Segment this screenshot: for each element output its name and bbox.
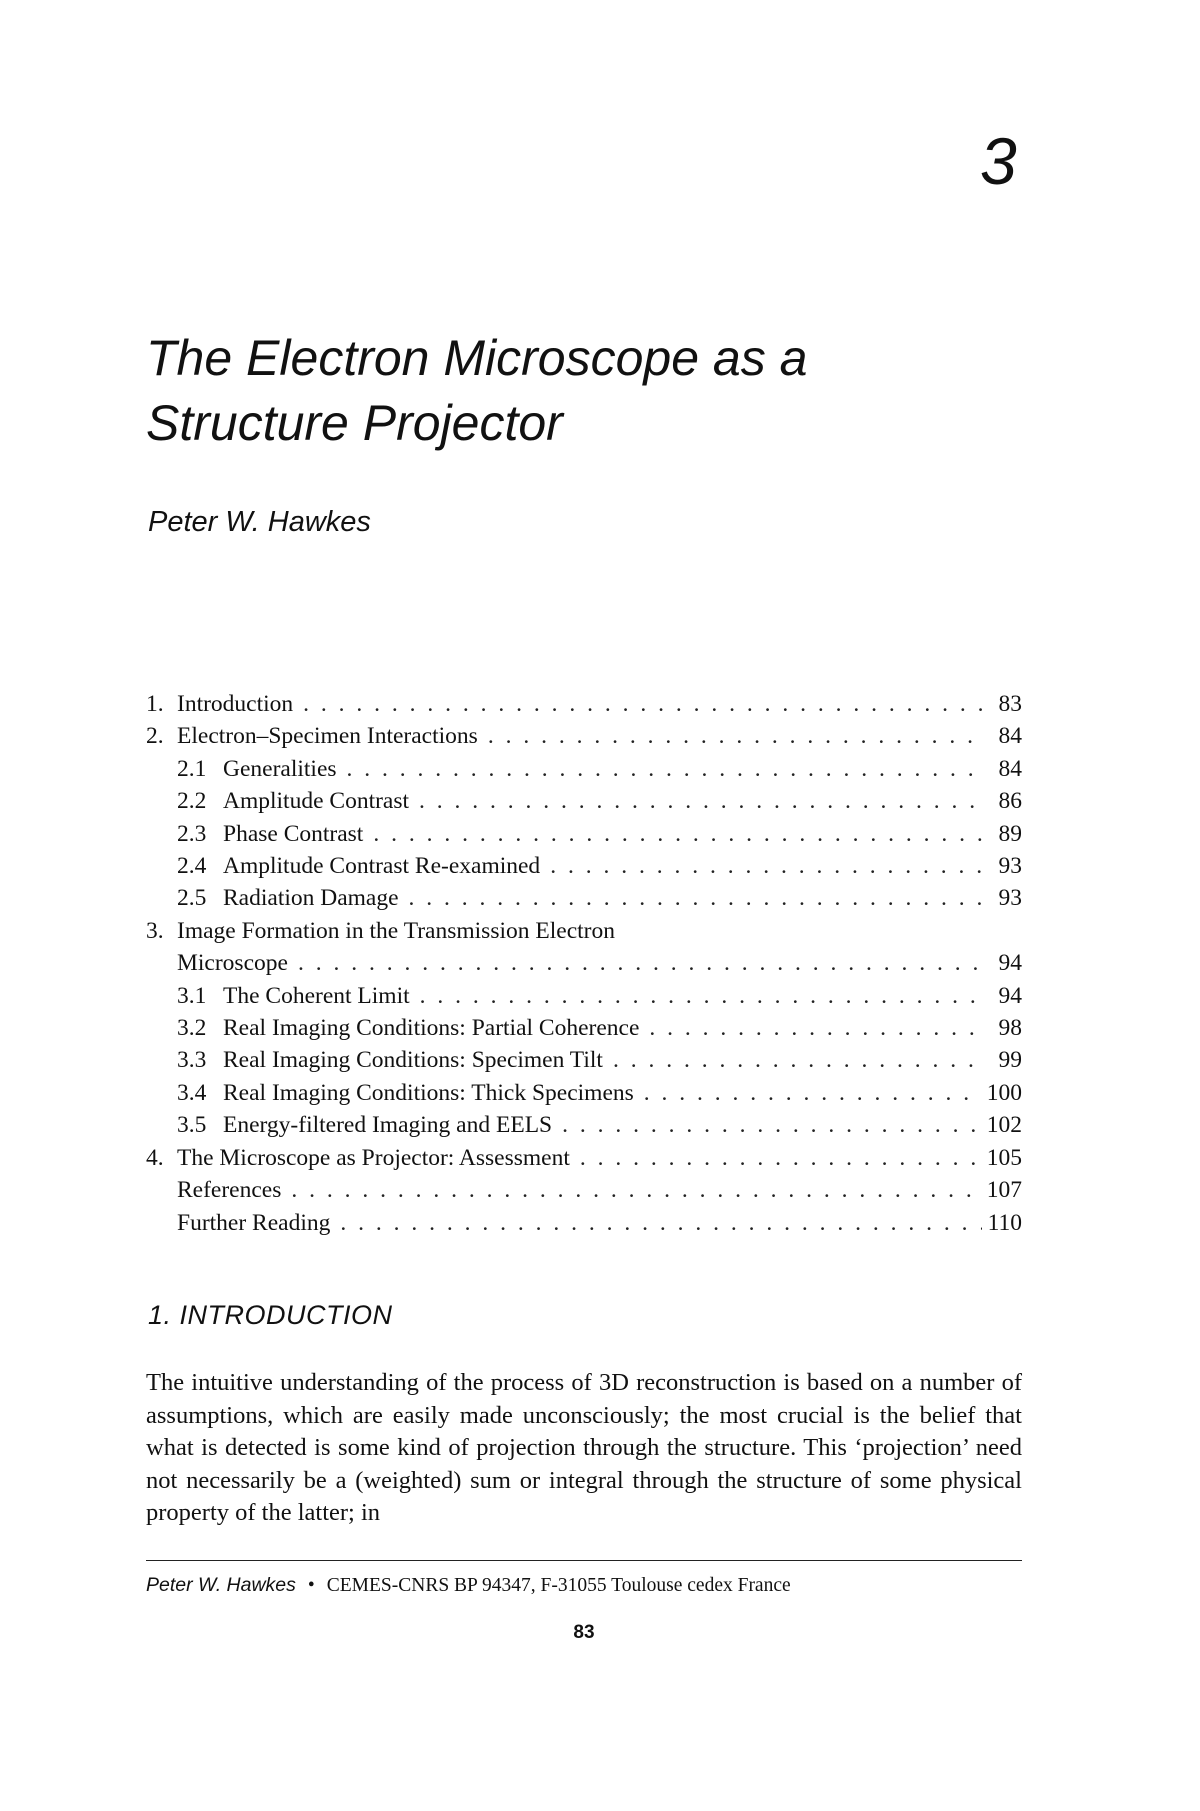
toc-dot-leader	[420, 980, 982, 1012]
toc-entry-page: 107	[986, 1177, 1022, 1204]
toc-entry-page: 105	[986, 1144, 1022, 1171]
toc-entry-number: 3.	[146, 917, 164, 944]
toc-dot-leader	[550, 850, 982, 882]
toc-entry	[146, 1174, 1022, 1206]
toc-entry-label: Electron–Specimen Interactions	[177, 723, 478, 750]
toc-entry-label: Further Reading	[177, 1209, 331, 1236]
section-heading: 1. INTRODUCTION	[148, 1300, 393, 1330]
footer-separator: •	[307, 1575, 315, 1596]
toc-dot-leader	[303, 688, 982, 720]
toc-entry-number: 2.5	[177, 885, 207, 912]
chapter-title-line-2: Structure Projector	[146, 395, 563, 451]
toc-dot-leader	[562, 1109, 981, 1141]
footer-author: Peter W. Hawkes	[146, 1574, 296, 1596]
toc-entry-number: 3.1	[177, 982, 207, 1009]
toc-entry-label: Amplitude Contrast	[223, 788, 410, 815]
toc-dot-leader	[613, 1044, 982, 1076]
toc-entry	[146, 1109, 1022, 1141]
table-of-contents	[146, 688, 1022, 1239]
toc-entry-page: 89	[998, 820, 1022, 847]
toc-entry-label: Microscope	[177, 950, 288, 977]
toc-entry-number: 4.	[146, 1144, 164, 1171]
toc-entry-label: Real Imaging Conditions: Partial Coherence	[223, 1015, 640, 1042]
footer-affiliation: CEMES-CNRS BP 94347, F-31055 Toulouse cedex France	[326, 1575, 791, 1596]
toc-entry	[146, 1142, 1022, 1174]
toc-dot-leader	[373, 818, 982, 850]
toc-dot-leader	[340, 1207, 981, 1239]
toc-dot-leader	[649, 1012, 982, 1044]
toc-entry-label: Generalities	[223, 755, 337, 782]
toc-entry-page: 93	[998, 885, 1022, 912]
toc-entry	[146, 785, 1022, 817]
toc-entry-label: The Microscope as Projector: Assessment	[177, 1144, 570, 1171]
toc-dot-leader	[298, 947, 982, 979]
toc-entry-number: 3.3	[177, 1047, 207, 1074]
toc-entry-label: Image Formation in the Transmission Electron	[177, 917, 615, 944]
toc-entry	[146, 1044, 1022, 1076]
toc-entry-number: 2.2	[177, 788, 207, 815]
toc-entry	[146, 1077, 1022, 1109]
toc-dot-leader	[488, 720, 982, 752]
toc-dot-leader	[291, 1174, 980, 1206]
toc-entry	[146, 850, 1022, 882]
toc-entry-page: 84	[998, 755, 1022, 782]
toc-entry-number: 2.3	[177, 820, 207, 847]
toc-entry-label: Radiation Damage	[223, 885, 399, 912]
toc-entry-label: Amplitude Contrast Re-examined	[223, 853, 541, 880]
toc-entry-page: 99	[998, 1047, 1022, 1074]
toc-entry-number: 3.2	[177, 1015, 207, 1042]
toc-entry	[146, 980, 1022, 1012]
toc-entry-number: 2.	[146, 723, 164, 750]
toc-entry-number: 2.1	[177, 755, 207, 782]
body-paragraph: The intuitive understanding of the process of 3D reconstruction is based on a number of assumptions, which are easily made unconsciously; the most crucial is the belief that what is detected is some kind of projection through the structure. This ‘projection’ need not necessarily be a (weighted) sum or integral through the structure of some physical property of the latter; in	[146, 1369, 1022, 1526]
toc-entry-label: Phase Contrast	[223, 820, 364, 847]
toc-entry-page: 100	[986, 1079, 1022, 1106]
toc-entry	[146, 753, 1022, 785]
page-number: 83	[573, 1622, 595, 1643]
toc-entry	[146, 1207, 1022, 1239]
toc-dot-leader	[644, 1077, 981, 1109]
toc-dot-leader	[419, 785, 982, 817]
footer-rule	[146, 1560, 1022, 1561]
toc-entry-label: Energy-filtered Imaging and EELS	[223, 1112, 553, 1139]
toc-entry-label: Real Imaging Conditions: Specimen Tilt	[223, 1047, 603, 1074]
toc-entry-number: 2.4	[177, 853, 207, 880]
toc-entry-page: 84	[998, 723, 1022, 750]
toc-entry-page: 93	[998, 853, 1022, 880]
toc-entry-number: 3.4	[177, 1079, 207, 1106]
toc-dot-leader	[409, 882, 982, 914]
toc-dot-leader	[580, 1142, 981, 1174]
toc-entry-page: 94	[998, 950, 1022, 977]
toc-entry-number: 3.5	[177, 1112, 207, 1139]
footer-note	[146, 1574, 791, 1597]
toc-entry-label: The Coherent Limit	[223, 982, 410, 1009]
toc-entry	[146, 915, 1022, 947]
toc-entry	[146, 818, 1022, 850]
toc-entry	[146, 720, 1022, 752]
toc-entry-label: References	[177, 1177, 282, 1204]
toc-entry-label: Introduction	[177, 691, 294, 717]
toc-entry	[146, 1012, 1022, 1044]
chapter-title-line-1: The Electron Microscope as a	[146, 330, 808, 386]
toc-dot-leader	[347, 753, 982, 785]
toc-entry-label: Real Imaging Conditions: Thick Specimens	[223, 1079, 634, 1106]
toc-entry-page: 110	[987, 1209, 1022, 1236]
toc-entry-page: 98	[998, 1015, 1022, 1042]
chapter-title	[146, 326, 1046, 456]
toc-entry-number: 1.	[146, 691, 164, 717]
toc-entry	[146, 882, 1022, 914]
chapter-author: Peter W. Hawkes	[148, 506, 371, 538]
chapter-number: 3	[980, 124, 1017, 198]
toc-entry	[146, 947, 1022, 979]
toc-entry	[146, 688, 1022, 720]
toc-entry-page: 94	[998, 982, 1022, 1009]
toc-entry-page: 83	[998, 691, 1022, 717]
toc-entry-page: 86	[998, 788, 1022, 815]
toc-entry-page: 102	[986, 1112, 1022, 1139]
